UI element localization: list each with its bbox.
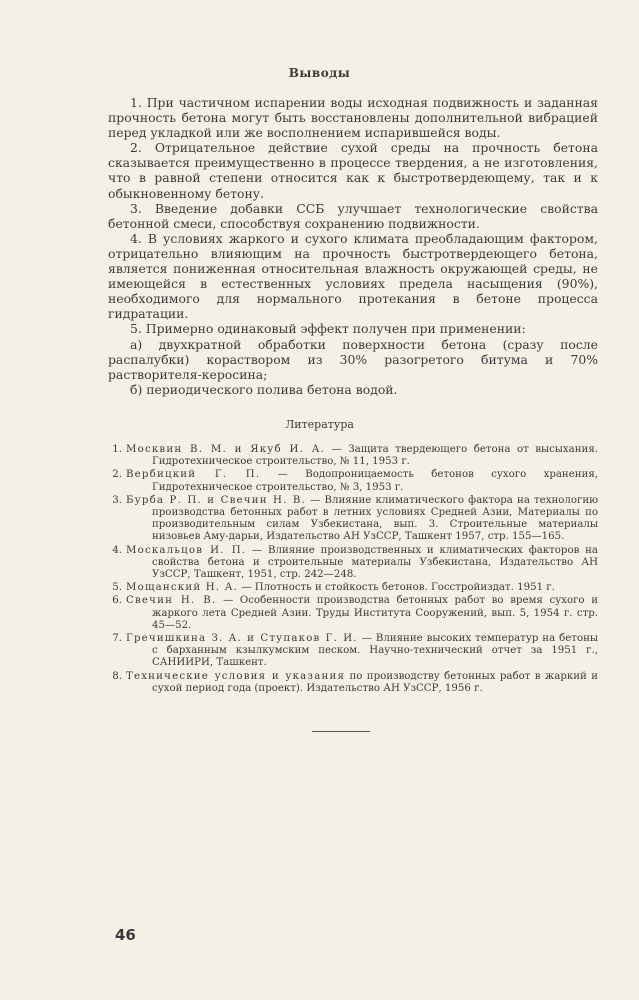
page-number: 46 bbox=[115, 926, 136, 944]
reference-item: 5. Мощанский Н. А. — Плотность и стойкость бетонов. Госстройиздат. 1951 г. bbox=[112, 582, 555, 594]
conclusions-body bbox=[108, 95, 598, 397]
conclusion-item-a: а) двухкратной обработки поверхности бетона (сразу после распалубки) кораствором из 30% разогретого битума и 70% растворителя-керосина; bbox=[108, 336, 598, 382]
conclusion-paragraph-3: 3. Введение добавки ССБ улучшает технологические свойства бетонной смеси, способствуя сохранению подвижности. bbox=[108, 200, 598, 231]
reference-item: 7. Гречишкина З. А. и Ступаков Г. И. — Влияние высоких температур на бетоны с барханным кзылкумским песком. Научно-технический отчет за 1951 г., САНИИРИ, Ташкент. bbox=[112, 633, 598, 669]
reference-item: 1. Москвин В. М. и Якуб И. А. — Защита твердеющего бетона от высыхания. Гидротехническое строительство, № 11, 1953 г. bbox=[112, 444, 598, 468]
literature-list bbox=[108, 444, 598, 696]
conclusion-paragraph-4: 4. В условиях жаркого и сухого климата преобладающим фактором, отрицательно влияющим на прочность быстротвердеющего бетона, является пониженная относительная влажность окружающей среды, не имеющейся в естественных условиях предела насыщения (90%), необходимого для нормального протекания в бетоне процесса гидратации. bbox=[108, 230, 598, 322]
reference-item: 6. Свечин Н. В. — Особенности производства бетонных работ во время сухого и жаркого лета Средней Азии. Труды Института Сооружений, вып. 5, 1954 г. стр. 45—52. bbox=[112, 595, 598, 631]
conclusions-heading: Выводы bbox=[288, 66, 351, 80]
conclusion-item-b: б) периодического полива бетона водой. bbox=[130, 381, 398, 397]
conclusion-paragraph-5: 5. Примерно одинаковый эффект получен при применении: bbox=[130, 321, 526, 337]
reference-item: 8. Технические условия и указания по производству бетонных работ в жаркий и сухой период года (проект). Издательство АН УзССР, 1956 г. bbox=[112, 670, 598, 694]
section-divider bbox=[312, 731, 370, 732]
reference-item: 3. Бурба Р. П. и Свечин Н. В. — Влияние климатического фактора на технологию производства бетонных работ в летних условиях Средней Азии, Материалы по производительным силам Узбекистана, вып. 3. Строительные материалы низовьев Аму-дарьи, Издательство АН УзССР, Ташкент 1957, стр. 155—165. bbox=[112, 494, 598, 543]
reference-item: 2. Вербицкий Г. П. — Водопроницаемость бетонов сухого хранения, Гидротехническое строительство, № 3, 1953 г. bbox=[112, 469, 598, 493]
reference-item: 4. Москальцов И. П. — Влияние производственных и климатических факторов на свойства бетона и строительные материалы Узбекистана, Издательство АН УзССР, Ташкент, 1951, стр. 242—248. bbox=[112, 544, 598, 581]
conclusion-paragraph-2: 2. Отрицательное действие сухой среды на прочность бетона сказывается преимущественно в процессе твердения, а не изготовления, что в равной степени относится как к быстротвердеющему, так и к обыкновенному бетону. bbox=[108, 140, 598, 201]
literature-heading: Литература bbox=[285, 418, 354, 431]
conclusion-paragraph-1: 1. При частичном испарении воды исходная подвижность и заданная прочность бетона могут быть восстановлены дополнительной вибрацией перед укладкой или же восполнением испарившейся воды. bbox=[108, 95, 598, 141]
